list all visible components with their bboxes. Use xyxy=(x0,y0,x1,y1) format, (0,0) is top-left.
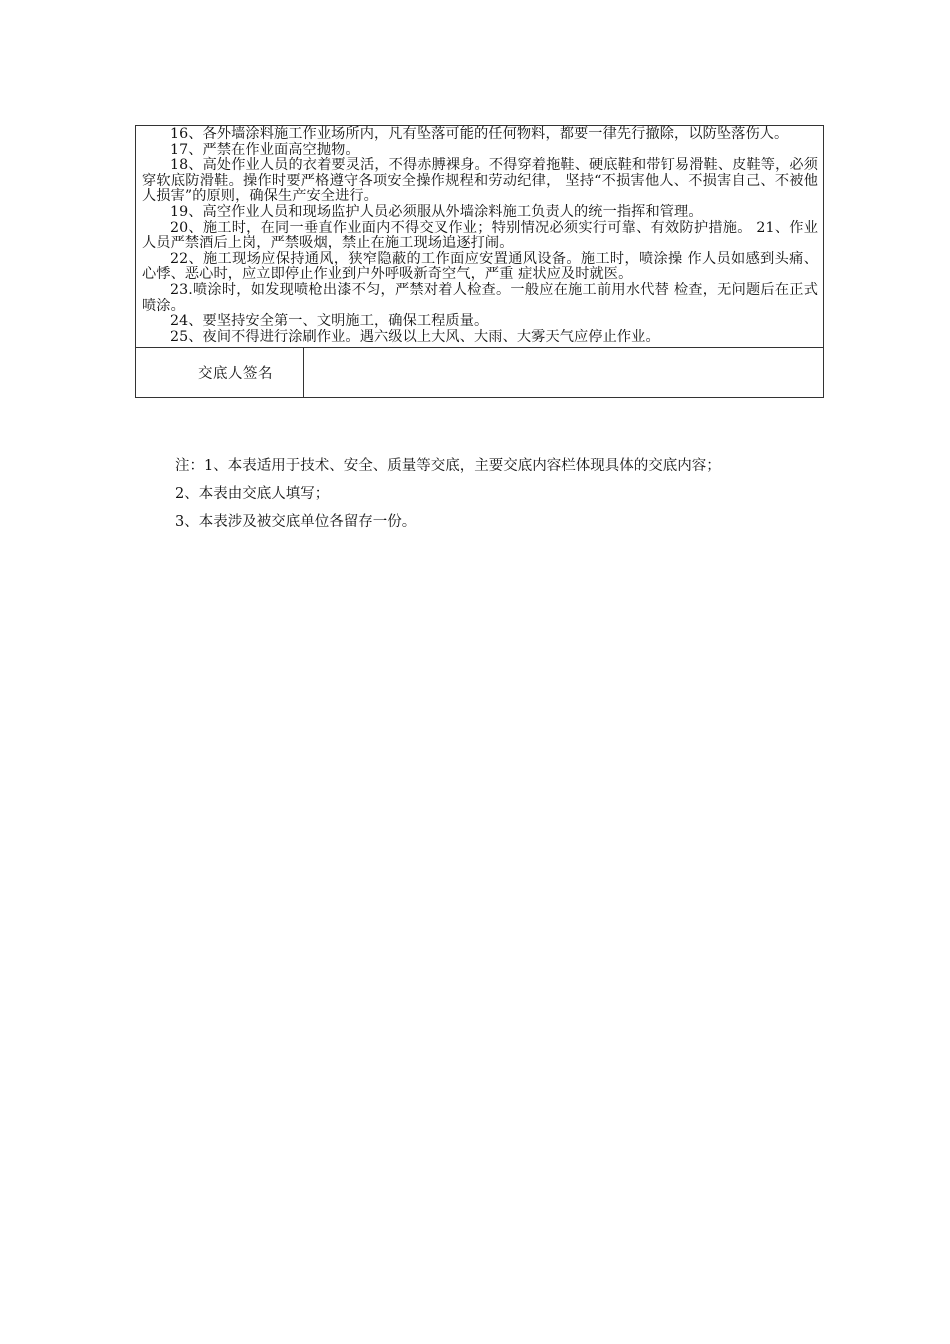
note-1: 注：1、本表适用于技术、安全、质量等交底，主要交底内容栏体现具体的交底内容； xyxy=(175,458,721,474)
clause-18: 18、高处作业人员的衣着要灵活，不得赤膊裸身。不得穿着拖鞋、硬底鞋和带钉易滑鞋、皮鞋等，必须穿软底防滑鞋。操作时要严格遵守各项安全操作规程和劳动纪律， 坚持“不损害他人、不损害自己、不被他人损害”的原则，确保生产安全进行。 xyxy=(142,157,818,205)
clause-25: 25、夜间不得进行涂刷作业。遇六级以上大风、大雨、大雾天气应停止作业。 xyxy=(170,328,660,345)
content-row xyxy=(136,126,824,348)
clause-24: 24、要坚持安全第一、文明施工，确保工程质量。 xyxy=(170,313,489,330)
disclosure-table xyxy=(135,125,824,398)
clause-23: 23.喷涂时，如发现喷枪出漆不匀，严禁对着人检查。一般应在施工前用水代替 检查，无问题后在正式喷涂。 xyxy=(142,281,818,314)
content-cell xyxy=(136,126,824,348)
signature-field[interactable] xyxy=(304,348,824,398)
notes-section xyxy=(175,452,815,536)
note-2: 2、本表由交底人填写； xyxy=(175,486,330,502)
clause-16: 16、各外墙涂料施工作业场所内，凡有坠落可能的任何物料，都要一律先行撤除，以防坠落伤人。 xyxy=(170,126,789,142)
clause-20-21: 20、施工时，在同一垂直作业面内不得交叉作业；特别情况必须实行可靠、有效防护措施。 21、作业人员严禁酒后上岗，严禁吸烟，禁止在施工现场追逐打闹。 xyxy=(142,219,818,252)
note-3: 3、本表涉及被交底单位各留存一份。 xyxy=(175,514,417,530)
signature-row xyxy=(136,348,824,398)
clause-17: 17、严禁在作业面高空抛物。 xyxy=(170,141,360,158)
signature-label-cell xyxy=(136,348,304,398)
clause-19: 19、高空作业人员和现场监护人员必须服从外墙涂料施工负责人的统一指挥和管理。 xyxy=(170,203,703,220)
signature-label: 交底人签名 xyxy=(198,366,273,383)
clause-22: 22、施工现场应保持通风，狭窄隐蔽的工作面应安置通风设备。施工时，喷涂操 作人员如感到头痛、心悸、恶心时，应立即停止作业到户外呼吸新奇空气，严重 症状应及时就医。 xyxy=(142,250,818,283)
